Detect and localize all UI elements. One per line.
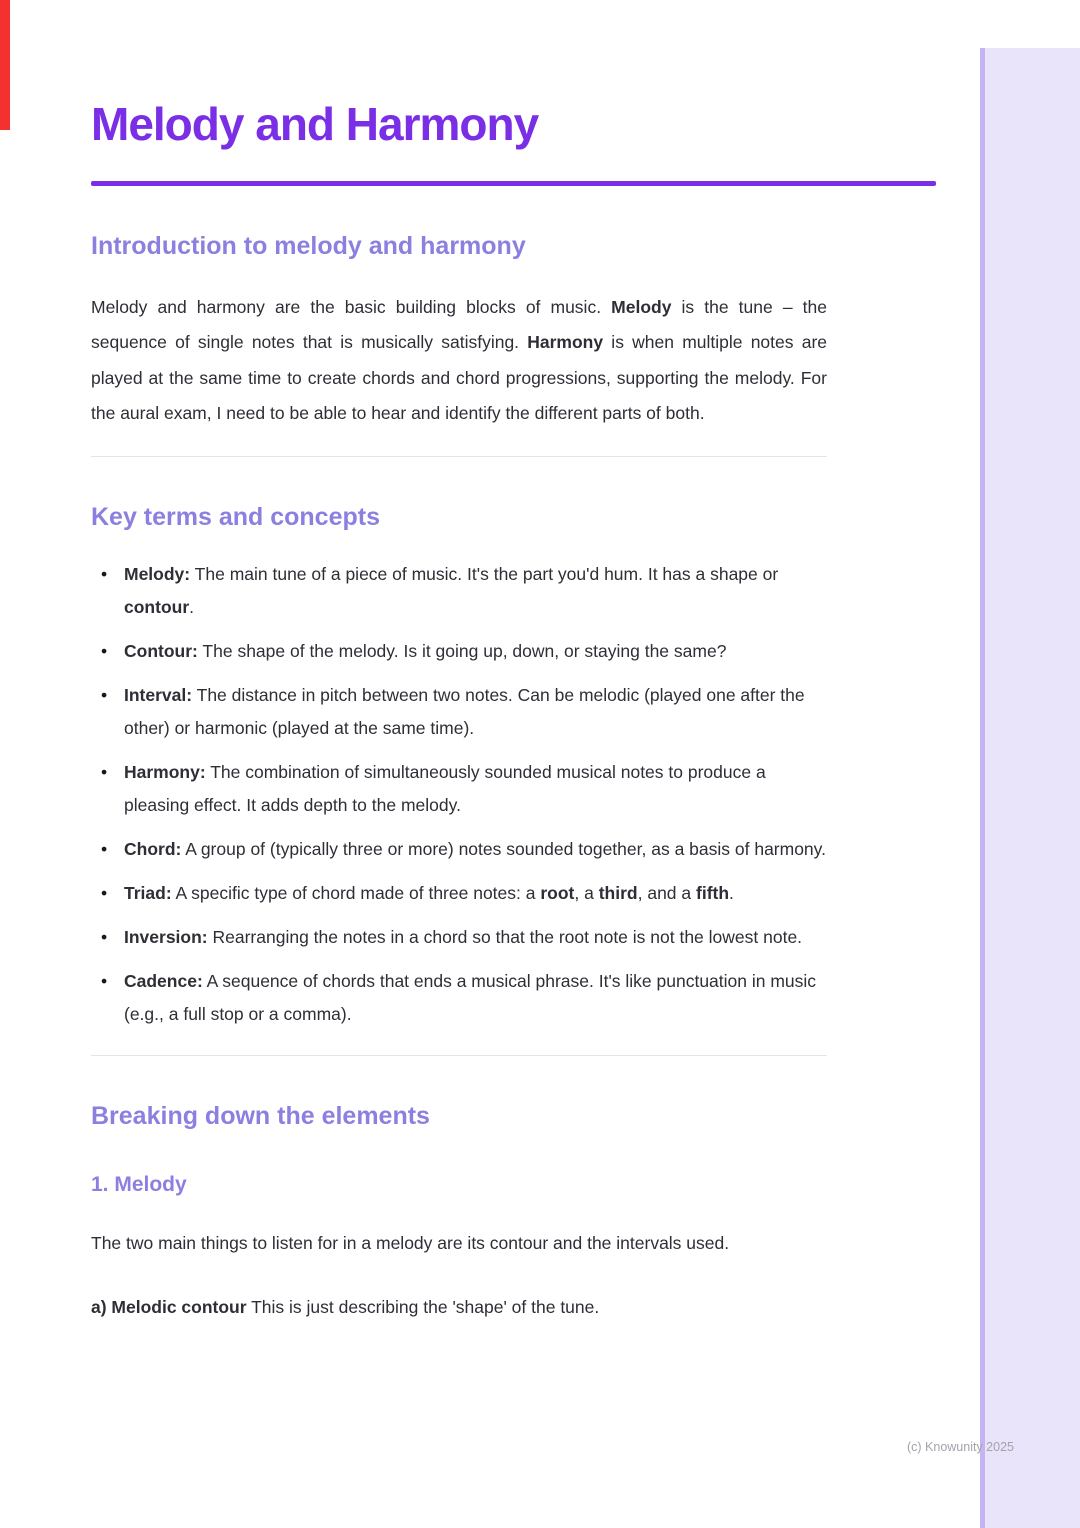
title-underline	[91, 181, 936, 186]
key-term-item: • Triad: A specific type of chord made of three notes: a root, a third, and a fifth.	[91, 877, 827, 910]
red-edge-marker	[0, 0, 10, 130]
subsection-heading-melody: 1. Melody	[91, 1172, 187, 1196]
key-term-item: • Melody: The main tune of a piece of music. It's the part you'd hum. It has a shape or contour.	[91, 558, 827, 624]
section-divider	[91, 1055, 827, 1056]
key-terms-list	[91, 558, 827, 1031]
introduction-paragraph: Melody and harmony are the basic building blocks of music. Melody is the tune – the sequence of single notes that is musically satisfying. Harmony is when multiple notes are played at the same time to create chords and chord progressions, supporting the melody. For the aural exam, I need to be able to hear and identify the different parts of both.	[91, 296, 827, 424]
key-term-item: • Harmony: The combination of simultaneously sounded musical notes to produce a pleasing effect. It adds depth to the melody.	[91, 756, 827, 822]
key-term-item: • Contour: The shape of the melody. Is it going up, down, or staying the same?	[91, 635, 827, 668]
key-term-item: • Interval: The distance in pitch between two notes. Can be melodic (played one after the other) or harmonic (played at the same time).	[91, 679, 827, 745]
section-divider	[91, 456, 827, 457]
melodic-contour-paragraph: a) Melodic contour This is just describing the 'shape' of the tune.	[91, 1297, 600, 1318]
next-page-preview-strip	[980, 48, 1080, 1528]
key-term-item: • Chord: A group of (typically three or more) notes sounded together, as a basis of harmony.	[91, 833, 827, 866]
melody-paragraph: The two main things to listen for in a melody are its contour and the intervals used.	[91, 1232, 730, 1253]
key-term-item: • Inversion: Rearranging the notes in a chord so that the root note is not the lowest note.	[91, 921, 827, 954]
key-term-item: • Cadence: A sequence of chords that ends a musical phrase. It's like punctuation in music (e.g., a full stop or a comma).	[91, 965, 827, 1031]
section-heading-introduction: Introduction to melody and harmony	[91, 231, 526, 260]
document-page	[91, 0, 827, 1326]
footer-copyright: (c) Knowunity 2025	[906, 1440, 1014, 1454]
section-heading-breaking-down: Breaking down the elements	[91, 1101, 430, 1130]
section-heading-key-terms: Key terms and concepts	[91, 502, 380, 531]
page-title: Melody and Harmony	[91, 98, 539, 150]
